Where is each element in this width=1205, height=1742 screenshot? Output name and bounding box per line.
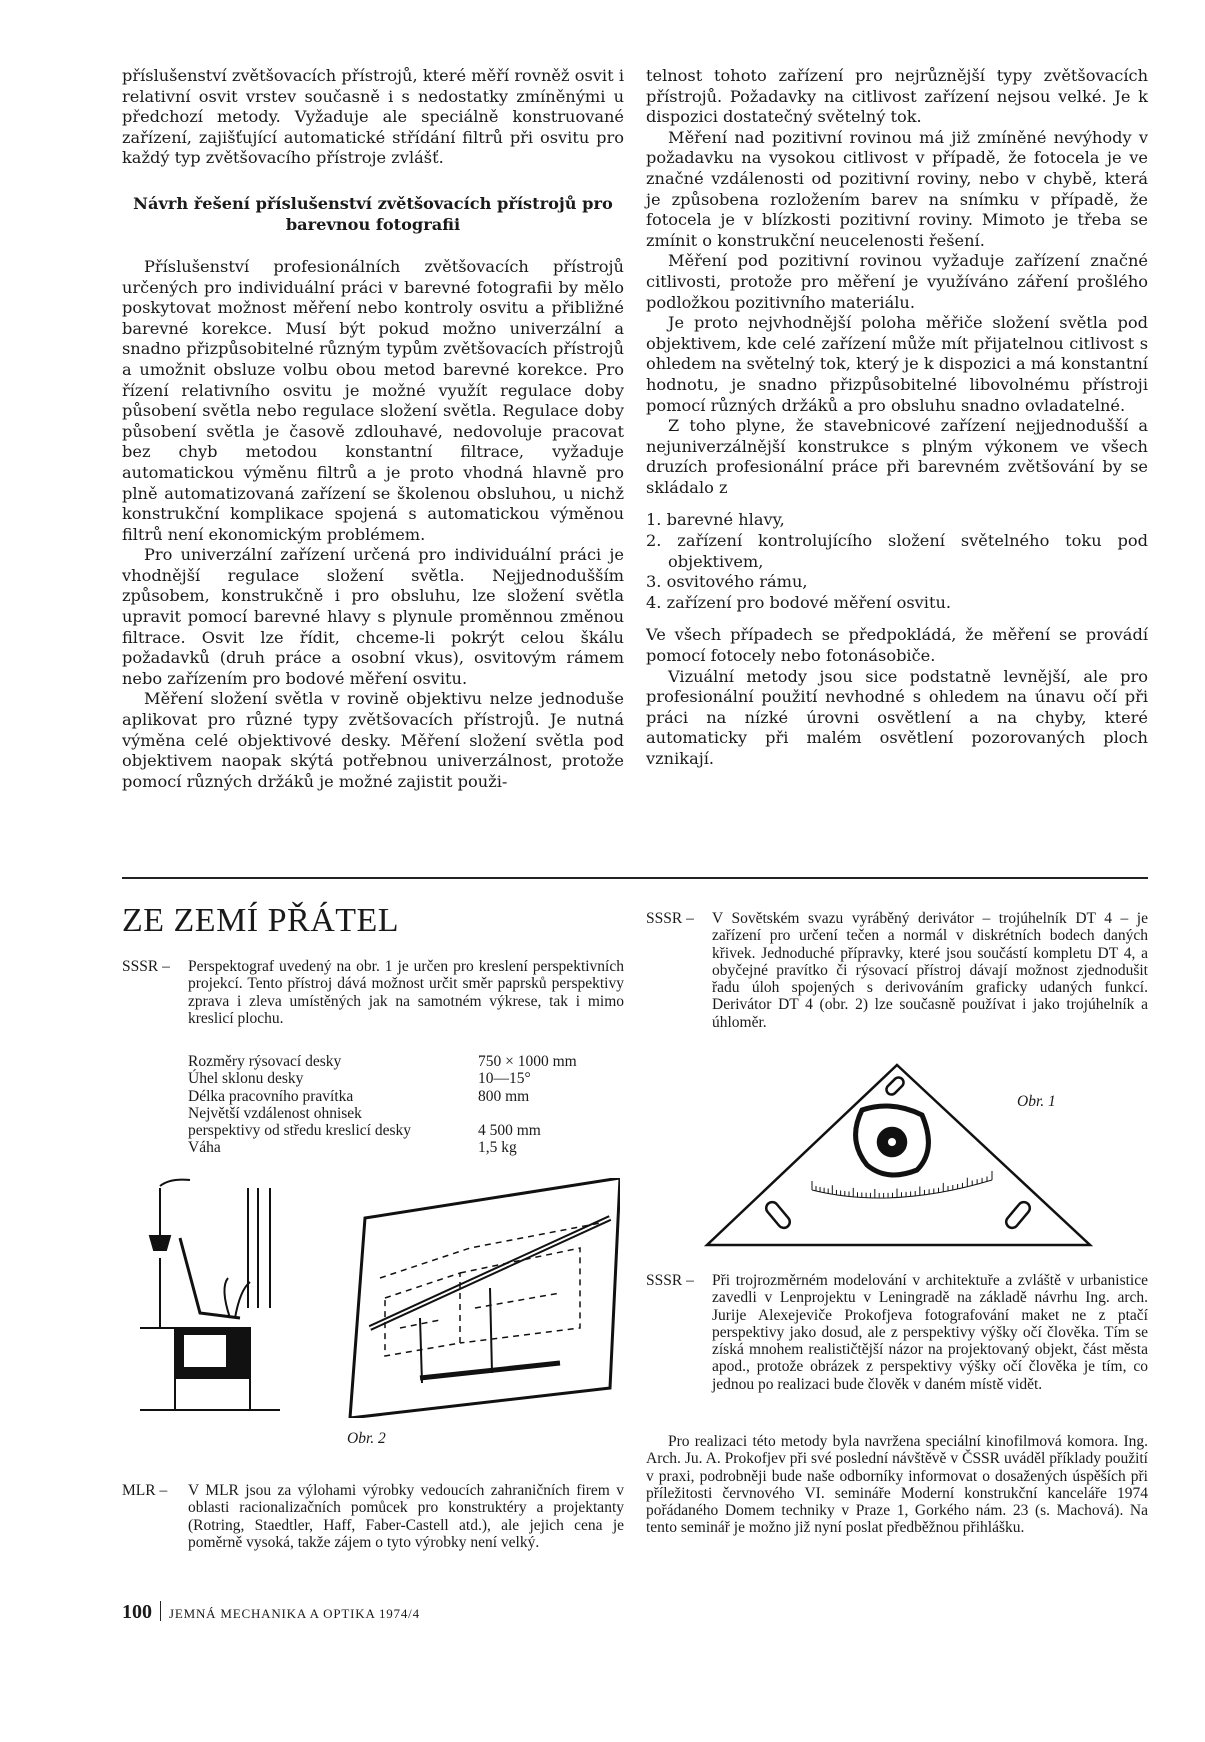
spec-key: Rozměry rýsovací desky — [188, 1053, 342, 1070]
news-entry-sssr-perspektograf — [122, 958, 624, 1027]
country-label: SSSR – — [122, 958, 170, 975]
magazine-title: JEMNÁ MECHANIKA A OPTIKA 1974/4 — [169, 1606, 420, 1621]
entry-text: Při trojrozměrném modelování v architektuře a zvláště v urbanistice zavedli v Lenprojektu v Leningradě na základě návrhu Ing. arch. Jurije Alexejeviče Prokofjeva fotografování maket ne z ptačí perspektivy jako dosud, ale z perspektivy výšky očí člověka. Tím se získá mnohem realističtější názor na projektovaný objekt, část města apod., protože obrázek z perspektivy výšky očí člověka je tím, co jednou po realizaci bude člověk v daném místě vidět. — [712, 1272, 1148, 1393]
table-row — [188, 1070, 577, 1087]
spec-value: 750 × 1000 mm — [478, 1053, 577, 1070]
spec-value: 4 500 mm — [478, 1122, 541, 1140]
paragraph: příslušenství zvětšovacích přístrojů, které měří rovněž osvit i relativní osvit vrstev současně i s nedostatky zmíněnými u předchozí metody. Vyžaduje ale speciálně konstruované zařízení, zajišťující automatické střídání filtrů při osvitu pro každý typ zvětšovacího přístroje zvlášť. — [122, 66, 624, 168]
paragraph-text: Pro realizaci této metody byla navržena speciální kinofilmová komora. Ing. Arch. Ju. A. Prokofjev při své poslední návštěvě v ČSSR uváděl příklady použití v praxi, podrobněji bude naše odborníky informovat o dosažených úspěších při příležitosti červnového VI. semináře Moderní konstrukční kanceláře 1974 pořádaného Domem techniky v Praze 1, Gorkého nám. 23 (s. Machová). Na tento seminář je možno již nyní poslat předběžnou přihlášku. — [646, 1433, 1148, 1537]
news-entry-sssr-lenprojekt — [646, 1272, 1148, 1393]
spec-value: 1,5 kg — [478, 1139, 517, 1157]
paragraph: Pro univerzální zařízení určená pro individuální práci je vhodnější regulace složení světla. Nejjednodušším způsobem, konstrukčně i pro obsluhu, lze složení světla upravit pomocí barevné hlavy s plynule proměnnou změnou filtrace. Osvit lze řídit, chceme-li pokrýt celou škálu požadavků (druh práce a osobní vkus), osvitovým rámem nebo zařízením pro bodové měření osvitu. — [122, 545, 624, 688]
list-item: 4. zařízení pro bodové měření osvitu. — [646, 592, 952, 612]
paragraph: Měření nad pozitivní rovinou má již zmíněné nevýhody v požadavku na vysokou citlivost v případě, že fotocela je ve značné vzdálenosti od pozitivní roviny, nebo v chybě, která je způsobena rozložením barev na snímku v případě, že fotocela je v blízkosti pozitivní roviny. Mimoto je třeba se zmínit o konstrukční neucelenosti řešení. — [646, 127, 1148, 250]
page-number: 100 — [122, 1601, 152, 1623]
component-list — [646, 510, 1148, 613]
country-label: MLR – — [122, 1482, 168, 1499]
paragraph: Z toho plyne, že stavebnicové zařízení nejjednodušší a nejuniverzálnější konstrukce s plným výkonem ve všech druzích profesionální práce při barevném zvětšování by se skládalo z — [646, 416, 1148, 497]
article-left-column — [122, 66, 624, 792]
news-entry-sssr-derivator — [646, 910, 1148, 1031]
page-footer — [122, 1601, 420, 1624]
spec-value: 10—15° — [478, 1070, 531, 1088]
paragraph: Měření složení světla v rovině objektivu nelze jednoduše aplikovat pro různé typy zvětšovacích přístrojů. Je nutná výměna celé objektivové desky. Měření složení světla pod objektivem naopak skýtá potřebnou univerzálnost, protože pomocí různých držáků je možné zajistit použi- — [122, 689, 624, 791]
table-row — [188, 1139, 577, 1156]
entry-text: V MLR jsou za výlohami výrobky vedoucích zahraničních firem v oblasti racionalizačních pomůcek pro konstruktéry a projektanty (Rotring, Staedtler, Haff, Faber-Castell atd.), ale jejich cena je poměrně vysoká, takže zájem o tyto výrobky není velký. — [188, 1482, 624, 1551]
figure-1-caption: Obr. 1 — [1017, 1093, 1056, 1110]
paragraph: Vizuální metody jsou sice podstatně levnější, ale pro profesionální použití nevhodné s ohledem na únavu očí při práci na nízké úrovni osvětlení a na chyby, které automaticky při malém osvětlení pozorovaných ploch vznikají. — [646, 666, 1148, 768]
paragraph: Je proto nejvhodnější poloha měřiče složení světla pod objektivem, kde celé zařízení může mít přijatelnou citlivost s ohledem na světelný tok, který je k dispozici a má konstantní hodnotu, je snadno přizpůsobitelné libovolnému přístroji pomocí různých držáků a pro obsluhu snadno ovladatelné. — [646, 313, 1148, 415]
list-item: 3. osvitového rámu, — [646, 572, 808, 592]
section-divider — [122, 877, 1148, 879]
spec-table-wrapper — [122, 1053, 577, 1157]
paragraph — [646, 1433, 1148, 1537]
list-item: 2. zařízení kontrolujícího složení světelného toku pod objektivem, — [646, 531, 1148, 571]
entry-text: V Sovětském svazu vyráběný derivátor – trojúhelník DT 4 – je zařízení pro určení tečen a normál v diskrétních bodech daných křivek. Jednoduché přípravky, které jsou součástí kompletu DT 4, a obyčejné pravítko či rýsovací přístroj dávají možnost zjednodušit řadu úloh spojených s derivováním graficky udaných funkcí. Derivátor DT 4 (obr. 2) lze současně používat i jako trojúhelník a úhloměr. — [712, 910, 1148, 1031]
spec-table — [188, 1053, 577, 1157]
footer-divider — [160, 1601, 161, 1621]
entry-text: Perspektograf uvedený na obr. 1 je určen pro kreslení perspektivních projekcí. Tento přístroj dává možnost určit směr paprsků perspektivy zprava i zleva umístěných jak na samotném výkrese, tak i mimo kreslicí plochu. — [188, 958, 624, 1027]
figure-2-caption: Obr. 2 — [347, 1430, 386, 1447]
paragraph: Měření pod pozitivní rovinou vyžaduje zařízení značné citlivosti, protože pro měření je využíváno záření prošlého podložkou pozitivního materiálu. — [646, 251, 1148, 312]
paragraph: telnost tohoto zařízení pro nejrůznější typy zvětšovacích přístrojů. Požadavky na citlivost zařízení nejsou velké. Je k dispozici dostatečný světelný tok. — [646, 66, 1148, 127]
paragraph: Ve všech případech se předpokládá, že měření se provádí pomocí fotocely nebo fotonásobiče. — [646, 625, 1148, 666]
spec-key: Úhel sklonu desky — [188, 1070, 304, 1088]
section-title: ZE ZEMÍ PŘÁTEL — [122, 902, 400, 939]
country-label: SSSR – — [646, 910, 694, 927]
spec-value: 800 mm — [478, 1087, 530, 1105]
news-entry-mlr — [122, 1482, 624, 1551]
list-item: 1. barevné hlavy, — [646, 510, 785, 530]
spec-key: Váha — [188, 1139, 221, 1157]
derivator-triangle-illustration — [702, 1060, 1102, 1260]
section-heading: Návrh řešení příslušenství zvětšovacích přístrojů pro barevnou fotografii — [133, 193, 613, 234]
table-row — [188, 1053, 577, 1070]
article-right-column — [646, 66, 1148, 770]
spec-key: Největší vzdálenost ohnisek perspektivy od středu kreslicí desky — [188, 1104, 411, 1140]
table-row — [188, 1105, 577, 1140]
perspektograf-illustration — [140, 1178, 620, 1418]
spec-key: Délka pracovního pravítka — [188, 1087, 354, 1105]
table-row — [188, 1088, 577, 1105]
paragraph: Příslušenství profesionálních zvětšovacích přístrojů určených pro individuální práci v barevné fotografii by mělo poskytovat možnost měření nebo kontroly osvitu a přibližné barevné korekce. Musí být pokud možno univerzální a snadno přizpůsobitelné různým typům zvětšovacích přístrojů a umožnit obsluze volbu obou metod barevné korekce. Pro řízení relativního osvitu je možné využít regulace doby působení světla nebo regulace složení světla. Regulace doby působení světla je časově zdlouhavé, nedovoluje pracovat bez chyb metodou konstantní filtrace, vyžaduje automatickou výměnu filtrů a je proto vhodná hlavně pro plně automatizovaná zařízení se školenou obsluhou, u nichž konstrukční komplikace spojená s automatickou výměnou filtrů není ekonomickým problémem. — [122, 256, 624, 544]
country-label: SSSR – — [646, 1272, 694, 1289]
